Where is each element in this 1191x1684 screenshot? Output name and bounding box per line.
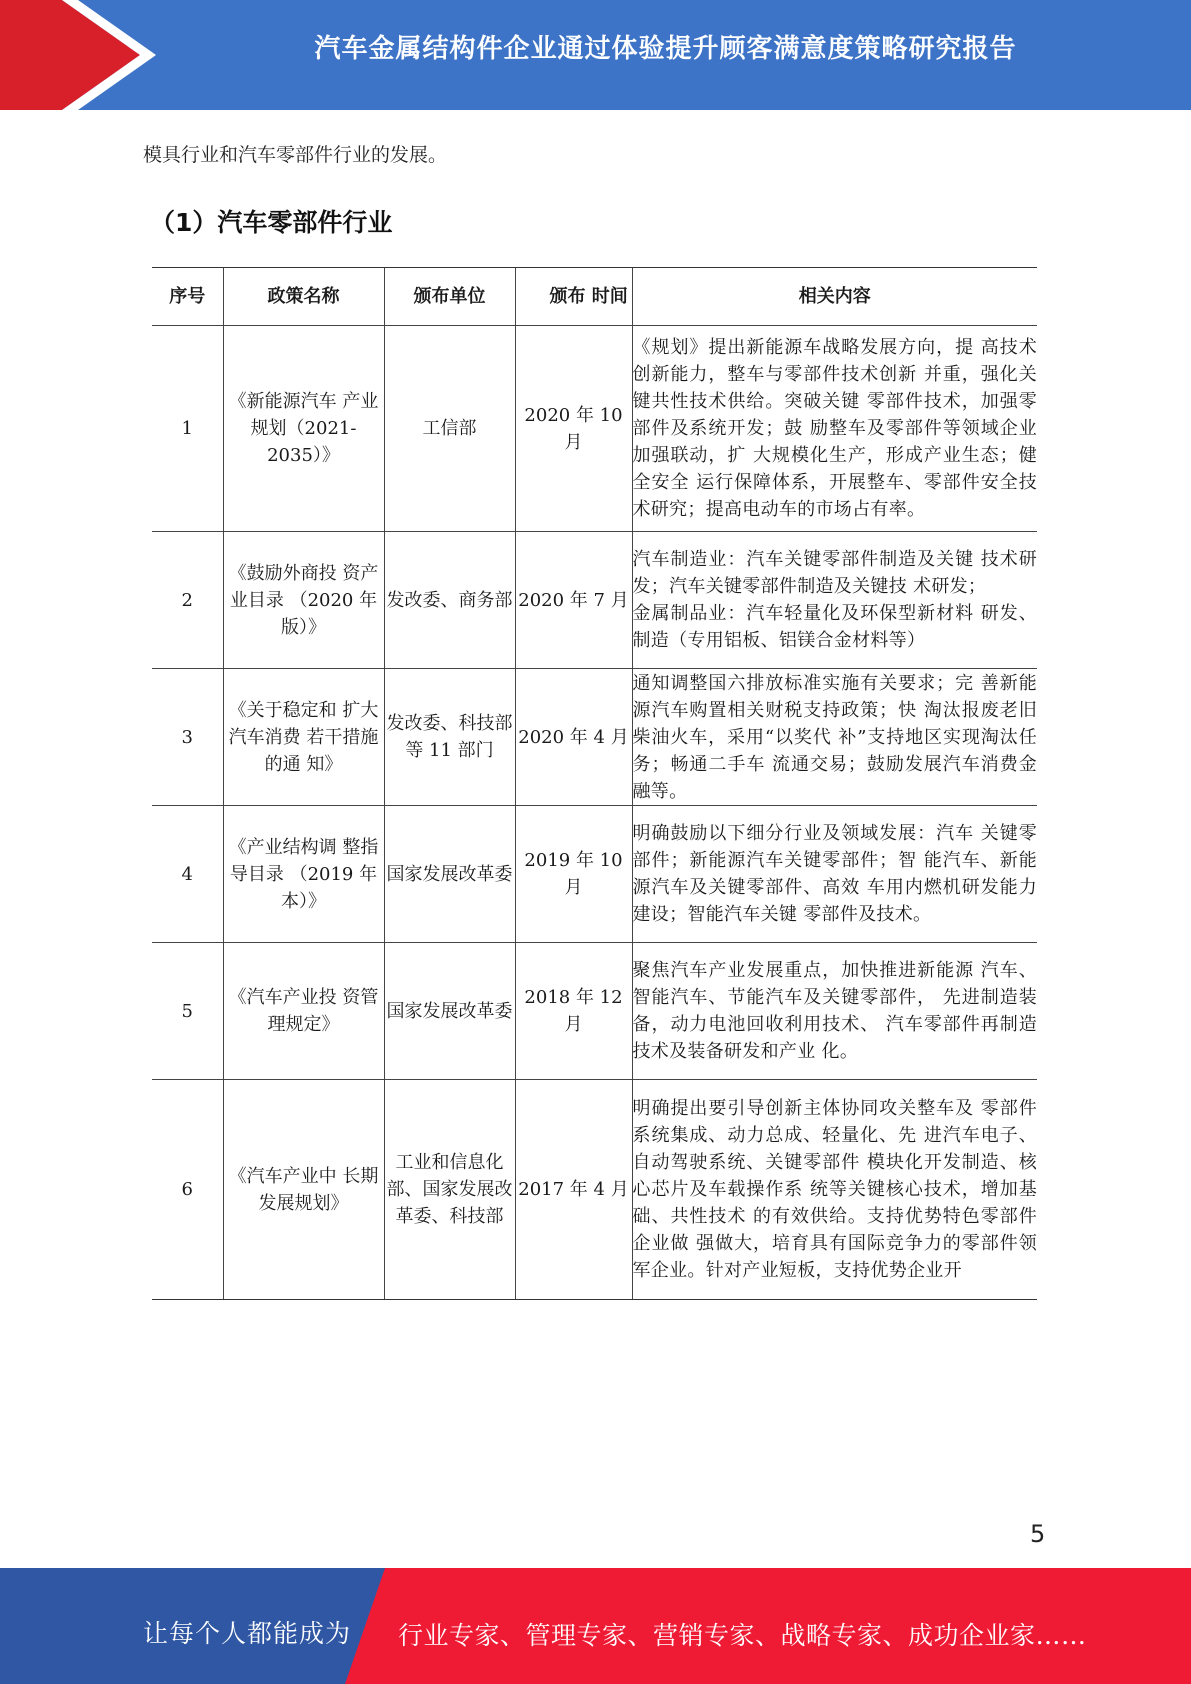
row-policy-name: 《鼓励外商投 资产业目录 （2020 年版）》 [223, 532, 384, 669]
header-no: 序号 [152, 268, 223, 326]
footer-slogan-left: 让每个人都能成为 [143, 1619, 352, 1648]
intro-paragraph: 模具行业和汽车零部件行业的发展。 [143, 144, 448, 166]
row-no: 4 [152, 806, 223, 943]
row-issuing-body: 国家发展改革委 [384, 943, 515, 1080]
header-policy-name: 政策名称 [223, 268, 384, 326]
header-issuing-body: 颁布单位 [384, 268, 515, 326]
row-policy-name: 《关于稳定和 扩大汽车消费 若干措施的通 知》 [223, 669, 384, 806]
row-no: 2 [152, 532, 223, 669]
footer-banner [0, 1568, 1191, 1684]
row-content: 明确鼓励以下细分行业及领域发展：汽车 关键零部件；新能源汽车关键零部件；智 能汽车、新能源汽车及关键零部件、高效 车用内燃机研发能力建设；智能汽车关键 零部件及技术。 [632, 806, 1037, 943]
row-issuing-body: 工信部 [384, 326, 515, 532]
header-banner [0, 0, 1191, 110]
table-row [152, 532, 1037, 669]
table-row [152, 669, 1037, 806]
page-number: 5 [1030, 1520, 1046, 1548]
header-issue-date: 颁布 时间 [515, 268, 632, 326]
header-red-chevron [0, 0, 150, 110]
table-row [152, 943, 1037, 1080]
row-policy-name: 《汽车产业中 长期发展规划》 [223, 1080, 384, 1300]
row-content: 《规划》提出新能源车战略发展方向，提 高技术创新能力，整车与零部件技术创新 并重，强化关键共性技术供给。突破关键 零部件技术，加强零部件及系统开发；鼓 励整车及零部件等领域企业加强联动，扩 大规模化生产，形成产业生态；健全安全 运行保障体系，开展整车、零部件安全技 术研究；提高电动车的市场占有率。 [632, 326, 1037, 532]
row-issue-date: 2020 年 7 月 [515, 532, 632, 669]
row-no: 5 [152, 943, 223, 1080]
row-no: 1 [152, 326, 223, 532]
row-policy-name: 《新能源汽车 产业规划（2021-2035）》 [223, 326, 384, 532]
row-issuing-body: 国家发展改革委 [384, 806, 515, 943]
row-issuing-body: 工业和信息化部、国家发展改革委、科技部 [384, 1080, 515, 1300]
row-policy-name: 《汽车产业投 资管理规定》 [223, 943, 384, 1080]
row-issue-date: 2019 年 10 月 [515, 806, 632, 943]
row-issue-date: 2020 年 10 月 [515, 326, 632, 532]
table-row [152, 326, 1037, 532]
row-content: 明确提出要引导创新主体协同攻关整车及 零部件系统集成、动力总成、轻量化、先 进汽车电子、自动驾驶系统、关键零部件 模块化开发制造、核心芯片及车载操作系 统等关键核心技术，增加基础、共性技术 的有效供给。支持优势特色零部件企业做 强做大，培育具有国际竞争力的零部件领 军企业。针对产业短板，支持优势企业开 [632, 1080, 1037, 1300]
row-issue-date: 2018 年 12 月 [515, 943, 632, 1080]
row-issue-date: 2020 年 4 月 [515, 669, 632, 806]
footer-slogan-right: 行业专家、管理专家、营销专家、战略专家、成功企业家…… [398, 1621, 1087, 1650]
row-content: 聚焦汽车产业发展重点，加快推进新能源 汽车、智能汽车、节能汽车及关键零部件， 先进制造装备，动力电池回收利用技术、 汽车零部件再制造技术及装备研发和产业 化。 [632, 943, 1037, 1080]
row-no: 6 [152, 1080, 223, 1300]
row-content [632, 532, 1037, 669]
section-heading: （1）汽车零部件行业 [150, 208, 393, 237]
table-row [152, 1080, 1037, 1300]
row-issuing-body: 发改委、商务部 [384, 532, 515, 669]
policy-table [152, 267, 1037, 1300]
table-header-row [152, 268, 1037, 326]
header-content: 相关内容 [632, 268, 1037, 326]
table-row [152, 806, 1037, 943]
row-no: 3 [152, 669, 223, 806]
row-issuing-body: 发改委、科技部等 11 部门 [384, 669, 515, 806]
row-policy-name: 《产业结构调 整指导目录 （2019 年本）》 [223, 806, 384, 943]
report-title: 汽车金属结构件企业通过体验提升顾客满意度策略研究报告 [314, 34, 1017, 64]
row-content-part: 汽车制造业：汽车关键零部件制造及关键 技术研发；汽车关键零部件制造及关键技 术研发； [632, 549, 1037, 597]
row-content-part: 金属制品业：汽车轻量化及环保型新材料 研发、制造（专用铝板、铝镁合金材料等） [632, 603, 1037, 651]
row-content: 通知调整国六排放标准实施有关要求；完 善新能源汽车购置相关财税支持政策；快 淘汰报废老旧柴油火车，采用“以奖代 补”支持地区实现淘汰任务；畅通二手车 流通交易；鼓励发展汽车消费金融等。 [632, 669, 1037, 806]
row-issue-date: 2017 年 4 月 [515, 1080, 632, 1300]
